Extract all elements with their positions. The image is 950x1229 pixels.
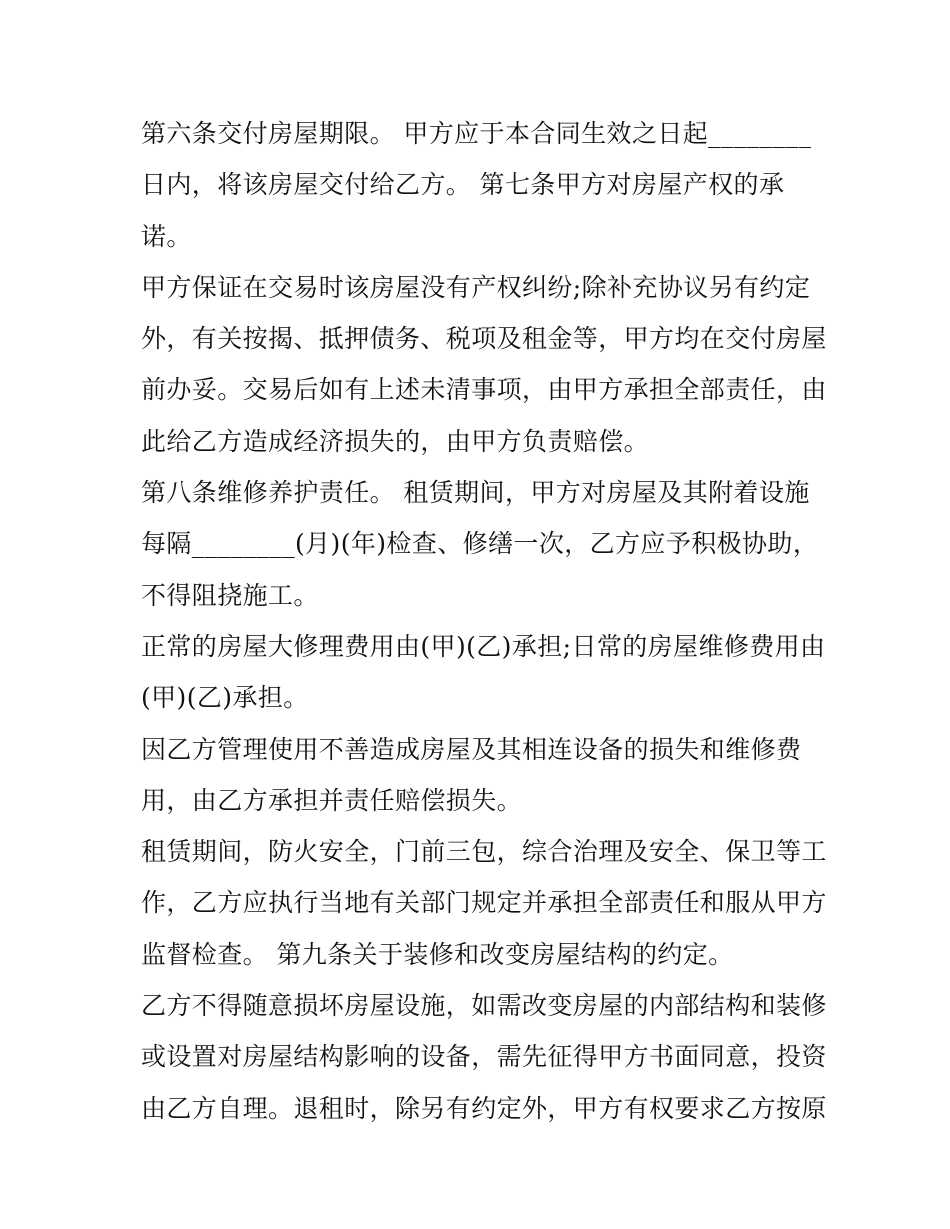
text-line: 作，乙方应执行当地有关部门规定并承担全部责任和服从甲方 — [141, 888, 827, 918]
text-line: 外，有关按揭、抵押债务、税项及租金等，甲方均在交付房屋 — [141, 324, 827, 354]
text-line: 每隔________(月)(年)检查、修缮一次，乙方应予积极协助， — [141, 529, 819, 559]
text-line: 因乙方管理使用不善造成房屋及其相连设备的损失和维修费 — [141, 734, 802, 764]
text-line: 第八条维修养护责任。 租赁期间，甲方对房屋及其附着设施 — [141, 478, 810, 508]
text-line: 正常的房屋大修理费用由(甲)(乙)承担;日常的房屋维修费用由 — [141, 631, 826, 661]
text-line: 由乙方自理。退租时，除另有约定外，甲方有权要求乙方按原 — [141, 1093, 827, 1123]
text-line: 或设置对房屋结构影响的设备，需先征得甲方书面同意，投资 — [141, 1042, 827, 1072]
text-line: 不得阻挠施工。 — [141, 580, 319, 610]
text-line: 此给乙方造成经济损失的，由甲方负责赔偿。 — [141, 426, 650, 456]
text-line: 乙方不得随意损坏房屋设施，如需改变房屋的内部结构和装修 — [141, 991, 827, 1021]
text-line: 租赁期间，防火安全，门前三包，综合治理及安全、保卫等工 — [141, 837, 827, 867]
text-line: 用，由乙方承担并责任赔偿损失。 — [141, 785, 523, 815]
text-line: 诺。 — [141, 221, 192, 251]
text-line: 监督检查。 第九条关于装修和改变房屋结构的约定。 — [141, 939, 734, 969]
text-line: 甲方保证在交易时该房屋没有产权纠纷;除补充协议另有约定 — [141, 272, 811, 302]
text-line: (甲)(乙)承担。 — [141, 683, 309, 713]
text-line: 第六条交付房屋期限。 甲方应于本合同生效之日起________ — [141, 119, 812, 148]
text-line: 日内，将该房屋交付给乙方。 第七条甲方对房屋产权的承 — [141, 170, 785, 200]
text-line: 前办妥。交易后如有上述未清事项，由甲方承担全部责任，由 — [141, 375, 827, 405]
contract-text — [141, 108, 827, 1134]
